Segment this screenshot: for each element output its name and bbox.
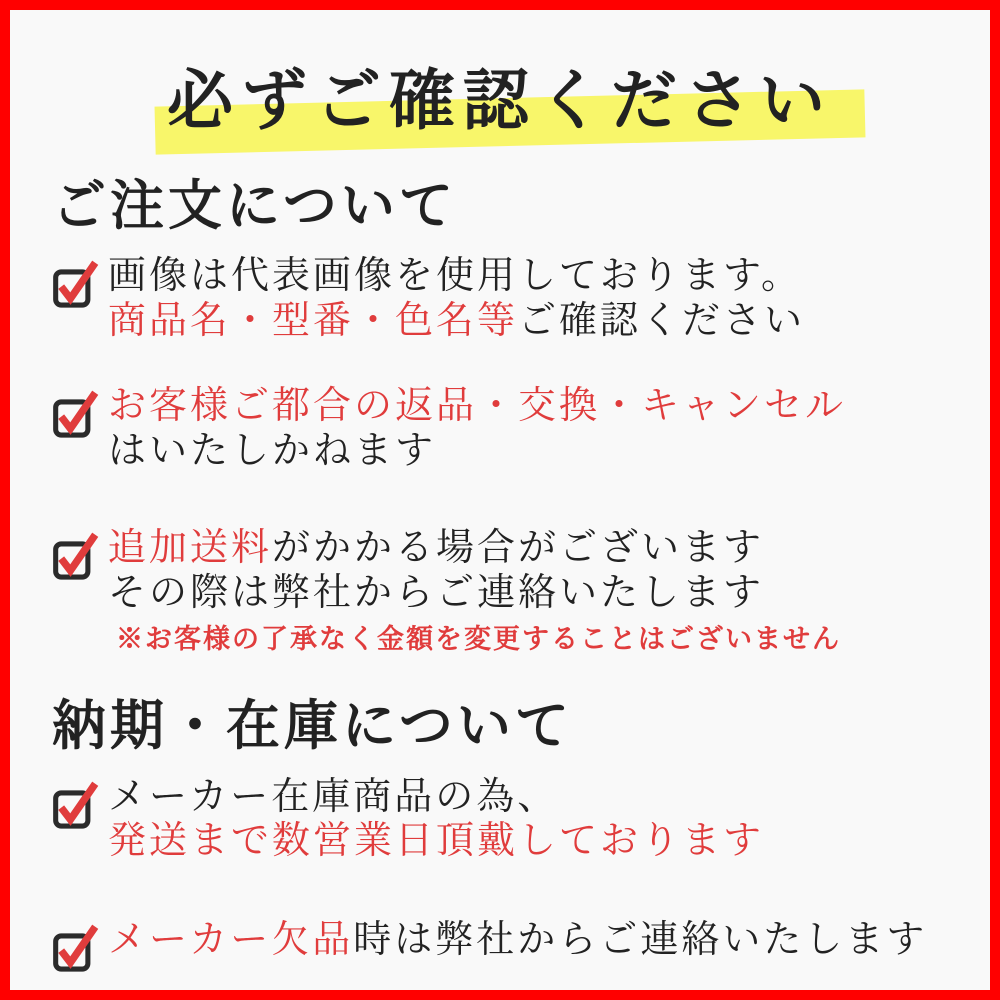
item-text-segment-emphasis: お客様ご都合の返品・交換・キャンセル (108, 383, 847, 428)
item-text (108, 383, 846, 473)
item-text (108, 917, 927, 962)
item-text-segment: ご確認ください (518, 298, 806, 343)
section-heading-order: ご注文について (52, 173, 457, 237)
item-text-segment: はいたしかねます (108, 427, 437, 472)
item-text (108, 774, 764, 864)
list-item (52, 383, 950, 473)
checked-checkbox-icon (52, 778, 98, 830)
list-item (52, 525, 950, 657)
item-text-segment-emphasis: メーカー欠品 (108, 917, 354, 962)
item-text (108, 253, 805, 343)
list-item (52, 774, 950, 864)
page-title: 必ずご確認ください (167, 61, 833, 139)
notice-content (10, 173, 990, 973)
item-text-segment: その際は弊社からご連絡いたします (108, 569, 765, 614)
item-text-segment: 時は弊社からご連絡いたします (353, 917, 928, 962)
item-footnote: ※お客様の了承なく金額を変更することはございません (116, 624, 841, 656)
section-heading-delivery-stock: 納期・在庫について (52, 693, 573, 758)
checked-checkbox-icon (52, 529, 98, 581)
list-item (52, 917, 950, 973)
checked-checkbox-icon (52, 921, 98, 973)
item-text (108, 525, 841, 657)
page-title-block (10, 50, 990, 150)
item-text-segment: メーカー在庫商品の為、 (108, 773, 559, 818)
item-text-segment: 画像は代表画像を使用しております。 (108, 253, 802, 298)
item-text-segment-emphasis: 追加送料 (108, 524, 273, 569)
item-text-segment-emphasis: 発送まで数営業日頂戴しております (108, 818, 765, 863)
item-text-segment: がかかる場合がございます (272, 524, 765, 569)
item-text-segment-emphasis: 商品名・型番・色名等 (108, 298, 519, 343)
checked-checkbox-icon (52, 257, 98, 309)
list-item (52, 253, 950, 343)
checked-checkbox-icon (52, 387, 98, 439)
